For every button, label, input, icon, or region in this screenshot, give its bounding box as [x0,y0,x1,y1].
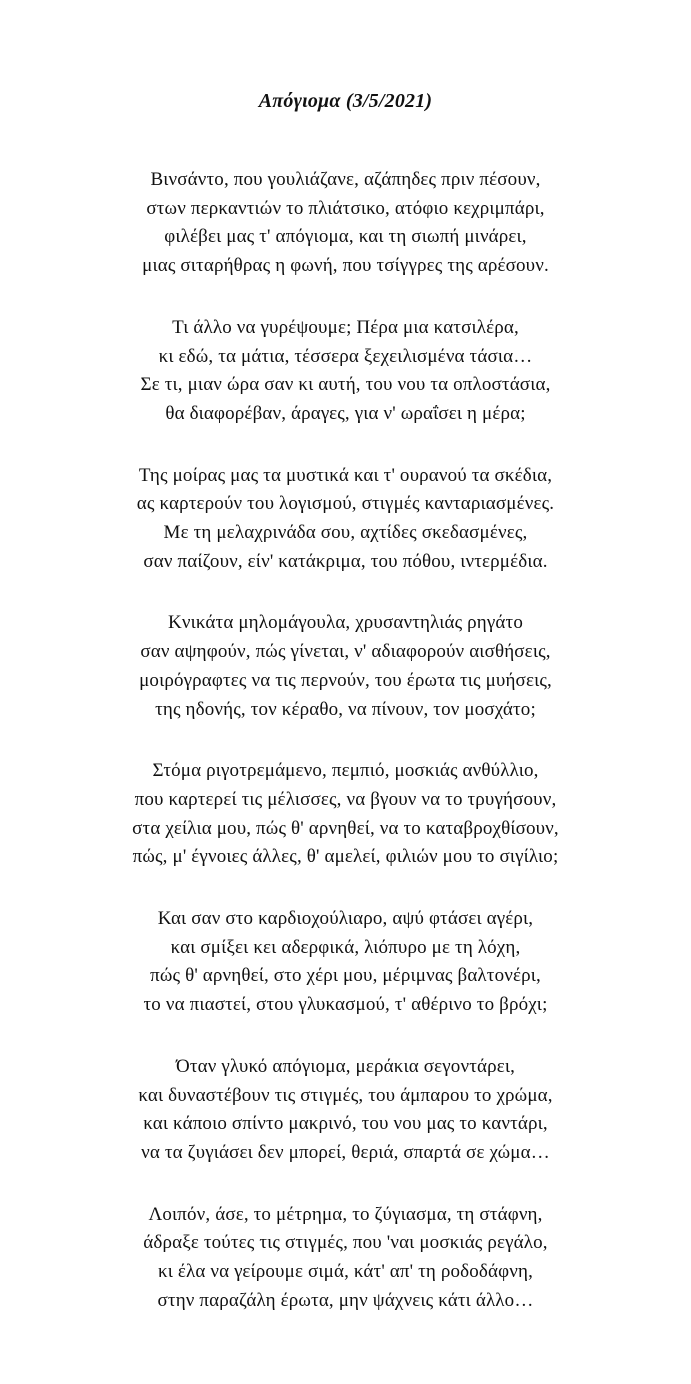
stanza-4 [0,609,691,724]
verse-line: κι έλα να γείρουμε σιμά, κάτ' απ' τη ροδοδάφνη, [158,1261,533,1283]
verse-line: στην παραζάλη έρωτα, μην ψάχνεις κάτι άλλο… [157,1289,534,1311]
verse-line: μιας σιταρήθρας η φωνή, που τσίγγρες της αρέσουν. [142,255,549,277]
stanza-2 [0,314,691,429]
verse-line: μοιρόγραφτες να τις περνούν, του έρωτα τις μυήσεις, [139,669,552,691]
verse-line: της ηδονής, τον κέραθο, να πίνουν, τον μοσχάτο; [155,698,536,720]
verse-line: θα διαφορέβαν, άραγες, για ν' ωραΐσει η μέρα; [165,402,526,424]
verse-line: σαν παίζουν, είν' κατάκριμα, του πόθου, ιντερμέδια. [143,550,548,572]
poem-body [0,166,691,1349]
verse-line: Στόμα ριγοτρεμάμενο, πεμπιό, μοσκιάς ανθύλλιο, [152,760,539,782]
verse-line: Και σαν στο καρδιοχούλιαρο, αψύ φτάσει αγέρι, [157,908,534,930]
verse-line: Κνικάτα μηλομάγουλα, χρυσαντηλιάς ρηγάτο [168,612,523,634]
verse-line: Τι άλλο να γυρέψουμε; Πέρα μια κατσιλέρα, [172,316,519,338]
verse-line: και δυναστέβουν τις στιγμές, του άμπαρου το χρώμα, [138,1084,553,1106]
verse-line: Βινσάντο, που γουλιάζανε, αζάπηδες πριν πέσουν, [150,169,541,190]
verse-line: κι εδώ, τα μάτια, τέσσερα ξεχειλισμένα τάσια… [158,345,533,367]
stanza-1 [0,166,691,281]
verse-line: σαν αψηφούν, πώς γίνεται, ν' αδιαφορούν αισθήσεις, [140,641,551,663]
poem-title: Απόγιομα (3/5/2021) [258,90,433,112]
verse-line: που καρτερεί τις μέλισσες, να βγουν να το τρυγήσουν, [134,788,557,810]
verse-line: και σμίξει κει αδερφικά, λιόπυρο με τη λόχη, [170,936,521,958]
verse-line: και κάποιο σπίντο μακρινό, του νου μας το καντάρι, [143,1113,548,1135]
verse-line: ας καρτερούν του λογισμού, στιγμές κανταριασμένες. [136,493,555,515]
stanza-5 [0,757,691,872]
verse-line: Της μοίρας μας τα μυστικά και τ' ουρανού τα σκέδια, [138,464,553,486]
stanza-3 [0,462,691,577]
verse-line: Λοιπόν, άσε, το μέτρημα, το ζύγιασμα, τη στάφνη, [148,1203,543,1225]
stanza-7 [0,1053,691,1168]
verse-line: στων περκαντιών το πλιάτσικο, ατόφιο κεχριμπάρι, [146,197,545,219]
stanza-6 [0,905,691,1020]
stanza-8 [0,1201,691,1316]
verse-line: Με τη μελαχρινάδα σου, αχτίδες σκεδασμένες, [163,522,528,544]
verse-line: Σε τι, μιαν ώρα σαν κι αυτή, του νου τα οπλοστάσια, [140,374,551,396]
verse-line: άδραξε τούτες τις στιγμές, που 'ναι μοσκιάς ρεγάλο, [143,1232,548,1254]
verse-line: φιλέβει μας τ' απόγιομα, και τη σιωπή μινάρει, [164,226,527,248]
verse-line: πώς θ' αρνηθεί, στο χέρι μου, μέριμνας βαλτονέρι, [150,965,541,987]
verse-line: το να πιαστεί, στου γλυκασμού, τ' αθέρινο το βρόχι; [143,994,548,1016]
verse-line: πώς, μ' έγνοιες άλλες, θ' αμελεί, φιλιών μου το σιγίλιο; [132,846,559,868]
verse-line: στα χείλια μου, πώς θ' αρνηθεί, να το καταβροχθίσουν, [132,817,559,839]
verse-line: Όταν γλυκό απόγιομα, μεράκια σεγοντάρει, [175,1055,516,1077]
verse-line: να τα ζυγιάσει δεν μπορεί, θεριά, σπαρτά σε χώμα… [141,1141,550,1163]
